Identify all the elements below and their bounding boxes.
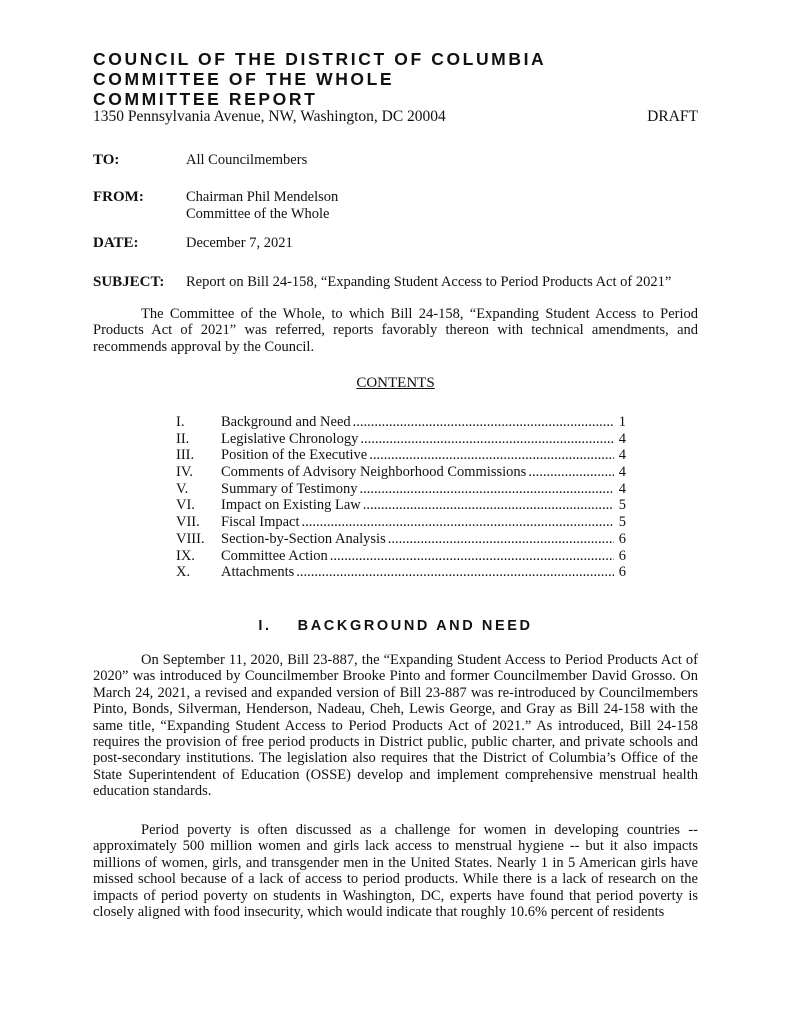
report-type-heading: COMMITTEE REPORT	[93, 89, 318, 109]
toc-number: IX.	[176, 547, 195, 564]
from-value-line2: Committee of the Whole	[186, 206, 330, 222]
to-value: All Councilmembers	[186, 152, 308, 168]
toc-page: 4	[618, 480, 626, 497]
toc-page: 4	[618, 447, 626, 464]
toc-leader	[296, 564, 614, 581]
toc-number: II.	[176, 430, 190, 447]
toc-number: VIII.	[176, 530, 205, 547]
toc-leader	[353, 414, 614, 431]
toc-number: VII.	[176, 514, 200, 531]
toc-entry	[176, 531, 626, 548]
toc-title: Comments of Advisory Neighborhood Commissions	[221, 464, 527, 481]
toc-entry	[176, 481, 626, 498]
toc-page: 1	[618, 414, 626, 430]
section-number: I.	[258, 618, 272, 634]
background-paragraph-2: Period poverty is often discussed as a challenge for women in developing countries -- approximately 500 million women and girls lack access to menstrual hygiene -- but it also impacts millions of women, girls, and transgender men in the United States. Nearly 1 in 5 American girls have missed school because of a lack of access to period products. While there is a lack of research on the impacts of period poverty on students in Washington, DC, experts have found that period poverty is closely aligned with food insecurity, which would indicate that roughly 10.6% percent of residents	[93, 822, 698, 921]
contents-title: CONTENTS	[356, 375, 435, 391]
toc-number: IV.	[176, 464, 194, 481]
toc-leader	[528, 464, 614, 481]
to-label: TO:	[93, 152, 120, 168]
subject-value: Report on Bill 24-158, “Expanding Student Access to Period Products Act of 2021”	[186, 274, 672, 290]
toc-page: 4	[618, 430, 626, 447]
toc-title: Committee Action	[221, 547, 328, 564]
toc-entry	[176, 514, 626, 531]
toc-number: VI.	[176, 497, 195, 514]
toc-number: I.	[176, 414, 185, 430]
council-address: 1350 Pennsylvania Avenue, NW, Washington, DC 20004	[93, 108, 446, 125]
draft-status: DRAFT	[647, 108, 698, 125]
from-label: FROM:	[93, 189, 144, 205]
toc-leader	[359, 481, 614, 498]
toc-title: Summary of Testimony	[221, 480, 358, 497]
toc-page: 6	[618, 564, 626, 581]
toc-title: Attachments	[221, 564, 295, 581]
toc-entry	[176, 548, 626, 565]
toc-entry	[176, 497, 626, 514]
toc-leader	[369, 447, 614, 464]
toc-entry	[176, 447, 626, 464]
date-label: DATE:	[93, 235, 139, 251]
intro-paragraph: The Committee of the Whole, to which Bill 24-158, “Expanding Student Access to Period Products Act of 2021” was referred, reports favorably thereon with technical amendments, and recommends approval by the Council.	[93, 306, 698, 355]
toc-title: Legislative Chronology	[221, 430, 359, 447]
toc-entry	[176, 431, 626, 448]
toc-title: Impact on Existing Law	[221, 497, 361, 514]
toc-title: Section-by-Section Analysis	[221, 530, 386, 547]
section-heading	[0, 618, 791, 634]
toc-leader	[360, 431, 614, 448]
background-paragraph-1: On September 11, 2020, Bill 23-887, the “Expanding Student Access to Period Products Act of 2020” was introduced by Councilmember Brooke Pinto and former Councilmember David Grosso. On March 24, 2021, a revised and expanded version of Bill 23-887 was re-introduced by Councilmembers Pinto, Bonds, Silverman, Henderson, Nadeau, Cheh, Lewis George, and Gray as Bill 24-158 with the same title, “Expanding Student Access to Period Products Act of 2021.” As introduced, Bill 24-158 requires the provision of free period products in District public, public charter, and private schools and post-secondary institutions. The legislation also requires that the District of Columbia’s Office of the State Superintendent of Education (OSSE) develop and implement comprehensive menstrual health education standards.	[93, 652, 698, 800]
toc-entry	[176, 564, 626, 581]
toc-page: 6	[618, 547, 626, 564]
table-of-contents	[176, 414, 626, 581]
toc-number: V.	[176, 480, 189, 497]
toc-number: X.	[176, 564, 191, 581]
toc-page: 6	[618, 530, 626, 547]
toc-leader	[330, 548, 614, 565]
toc-entry	[176, 464, 626, 481]
toc-page: 5	[618, 497, 626, 514]
committee-name-heading: COMMITTEE OF THE WHOLE	[93, 69, 395, 89]
toc-entry	[176, 414, 626, 431]
toc-title: Position of the Executive	[221, 447, 368, 464]
council-name-heading: COUNCIL OF THE DISTRICT OF COLUMBIA	[93, 49, 547, 69]
toc-page: 5	[618, 514, 626, 531]
subject-label: SUBJECT:	[93, 274, 165, 290]
toc-page: 4	[618, 464, 626, 481]
toc-number: III.	[176, 447, 195, 464]
toc-leader	[388, 531, 614, 548]
toc-title: Background and Need	[221, 414, 351, 430]
toc-title: Fiscal Impact	[221, 514, 300, 531]
toc-leader	[302, 514, 614, 531]
date-value: December 7, 2021	[186, 235, 293, 251]
section-title: BACKGROUND AND NEED	[297, 618, 533, 634]
from-value-line1: Chairman Phil Mendelson	[186, 189, 339, 205]
toc-leader	[363, 497, 614, 514]
